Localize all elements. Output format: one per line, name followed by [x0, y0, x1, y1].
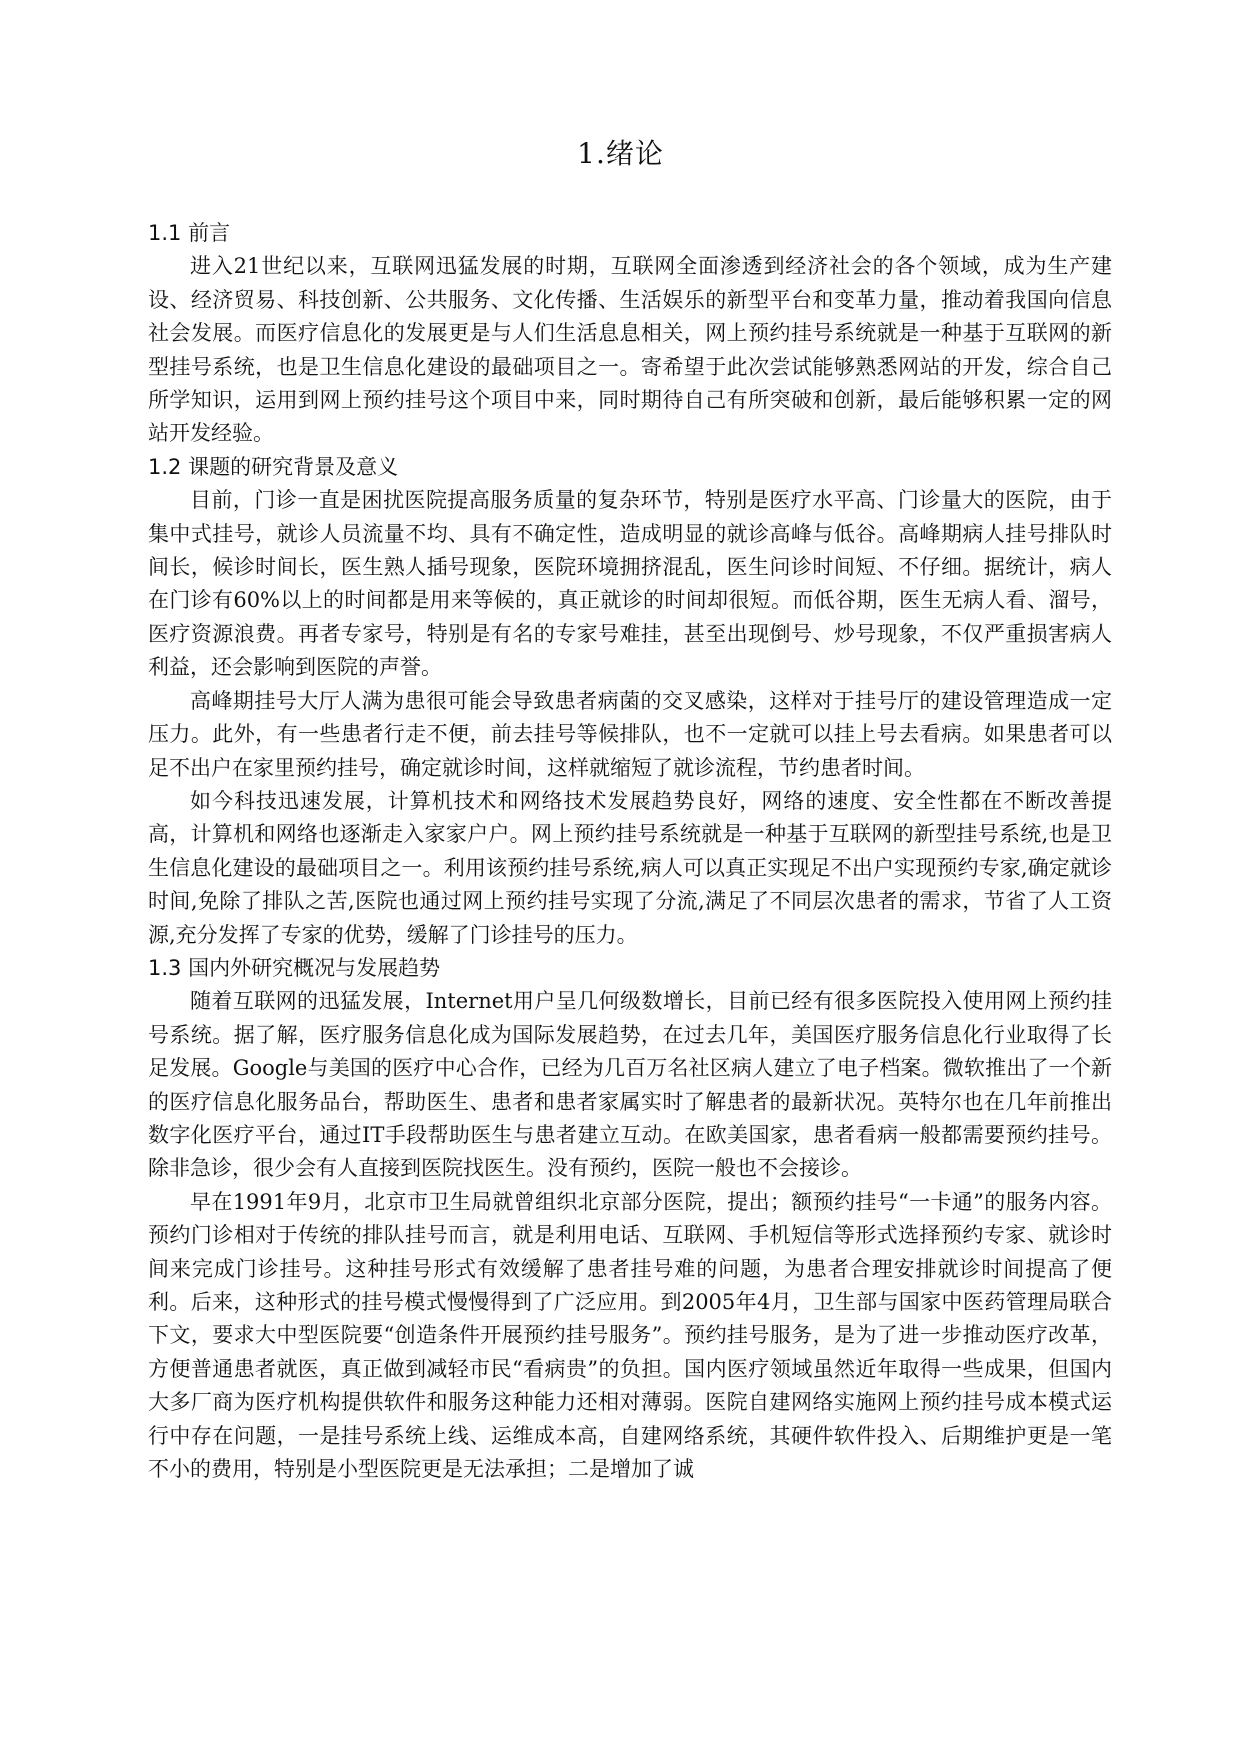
section-preface [148, 217, 1112, 451]
paragraph: 随着互联网的迅猛发展，Internet用户呈几何级数增长，目前已经有很多医院投入使用网上预约挂号系统。据了解，医疗服务信息化成为国际发展趋势，在过去几年，美国医疗服务信息化行业取得了长足发展。Google与美国的医疗中心合作，已经为几百万名社区病人建立了电子档案。微软推出了一个新的医疗信息化服务品台，帮助医生、患者和患者家属实时了解患者的最新状况。英特尔也在几年前推出数字化医疗平台，通过IT手段帮助医生与患者建立互动。在欧美国家，患者看病一般都需要预约挂号。除非急诊，很少会有人直接到医院找医生。没有预约，医院一般也不会接诊。 [148, 989, 1112, 1181]
section-research-overview [148, 952, 1112, 1487]
paragraph: 进入21世纪以来，互联网迅猛发展的时期，互联网全面渗透到经济社会的各个领域，成为生产建设、经济贸易、科技创新、公共服务、文化传播、生活娱乐的新型平台和变革力量，推动着我国向信息社会发展。而医疗信息化的发展更是与人们生活息息相关，网上预约挂号系统就是一种基于互联网的新型挂号系统，也是卫生信息化建设的最础项目之一。寄希望于此次尝试能够熟悉网站的开发，综合自己所学知识，运用到网上预约挂号这个项目中来，同时期待自己有所突破和创新，最后能够积累一定的网站开发经验。 [148, 254, 1112, 446]
paragraph: 如今科技迅速发展，计算机技术和网络技术发展趋势良好，网络的速度、安全性都在不断改善提高，计算机和网络也逐渐走入家家户户。网上预约挂号系统就是一种基于互联网的新型挂号系统,也是卫生信息化建设的最础项目之一。利用该预约挂号系统,病人可以真正实现足不出户实现预约专家,确定就诊时间,免除了排队之苦,医院也通过网上预约挂号实现了分流,满足了不同层次患者的需求，节省了人工资源,充分发挥了专家的优势，缓解了门诊挂号的压力。 [148, 788, 1112, 947]
section-heading: 1.1 前言 [148, 221, 231, 245]
document-body [148, 217, 1112, 1486]
paragraph: 目前，门诊一直是困扰医院提高服务质量的复杂环节，特别是医疗水平高、门诊量大的医院，由于集中式挂号，就诊人员流量不均、具有不确定性，造成明显的就诊高峰与低谷。高峰期病人挂号排队时间长，候诊时间长，医生熟人插号现象，医院环境拥挤混乱，医生问诊时间短、不仔细。据统计，病人在门诊有60%以上的时间都是用来等候的，真正就诊的时间却很短。而低谷期，医生无病人看、溜号，医疗资源浪费。再者专家号，特别是有名的专家号难挂，甚至出现倒号、炒号现象，不仅严重损害病人利益，还会影响到医院的声誉。 [148, 488, 1112, 680]
section-background [148, 451, 1112, 952]
section-heading: 1.2 课题的研究背景及意义 [148, 454, 399, 479]
chapter-title: 1.绪论 [577, 137, 664, 170]
section-heading: 1.3 国内外研究概况与发展趋势 [148, 955, 441, 980]
paragraph: 高峰期挂号大厅人满为患很可能会导致患者病菌的交叉感染，这样对于挂号厅的建设管理造成一定压力。此外，有一些患者行走不便，前去挂号等候排队，也不一定就可以挂上号去看病。如果患者可以足不出户在家里预约挂号，确定就诊时间，这样就缩短了就诊流程，节约患者时间。 [148, 688, 1112, 780]
paragraph: 早在1991年9月，北京市卫生局就曾组织北京部分医院，提出；额预约挂号“一卡通”的服务内容。预约门诊相对于传统的排队挂号而言，就是利用电话、互联网、手机短信等形式选择预约专家、就诊时间来完成门诊挂号。这种挂号形式有效缓解了患者挂号难的问题，为患者合理安排就诊时间提高了便利。后来，这种形式的挂号模式慢慢得到了广泛应用。到2005年4月，卫生部与国家中医药管理局联合下文，要求大中型医院要“创造条件开展预约挂号服务”。预约挂号服务，是为了进一步推动医疗改革，方便普通患者就医，真正做到减轻市民“看病贵”的负担。国内医疗领域虽然近年取得一些成果，但国内大多厂商为医疗机构提供软件和服务这种能力还相对薄弱。医院自建网络实施网上预约挂号成本模式运行中存在问题，一是挂号系统上线、运维成本高，自建网络系统，其硬件软件投入、后期维护更是一笔不小的费用，特别是小型医院更是无法承担；二是增加了诚 [148, 1189, 1112, 1482]
